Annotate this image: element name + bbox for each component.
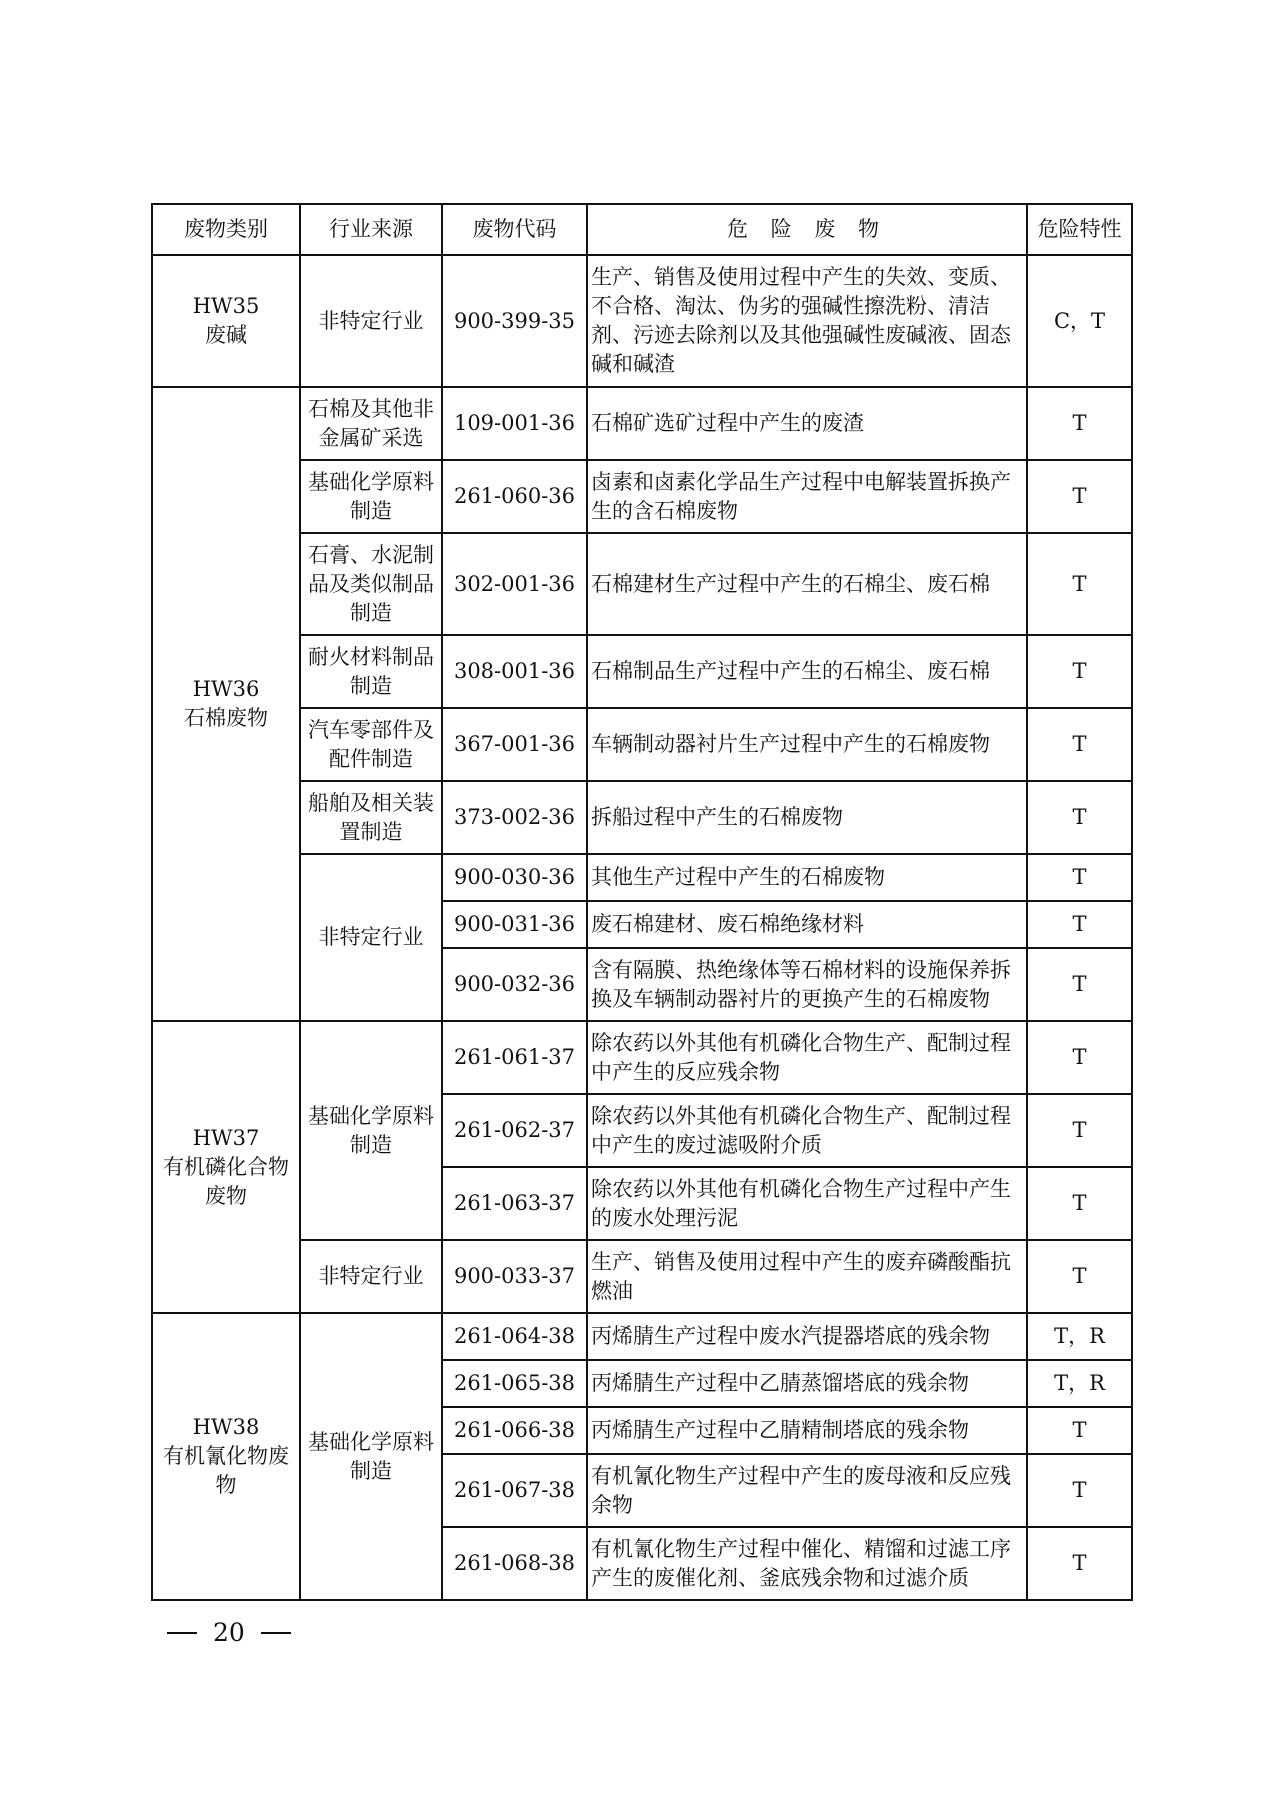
code-cell: 109-001-36 [442, 387, 587, 460]
property-cell: T [1027, 781, 1132, 854]
property-cell: T [1027, 1021, 1132, 1094]
waste-cell: 石棉制品生产过程中产生的石棉尘、废石棉 [587, 635, 1027, 708]
page-footer [167, 1618, 291, 1647]
industry-cell: 石膏、水泥制品及类似制品制造 [300, 533, 442, 635]
code-cell: 367-001-36 [442, 708, 587, 781]
property-cell: T [1027, 1240, 1132, 1313]
hazardous-waste-table [151, 203, 1133, 1601]
waste-cell: 有机氰化物生产过程中产生的废母液和反应残余物 [587, 1454, 1027, 1527]
code-cell: 261-067-38 [442, 1454, 587, 1527]
industry-cell: 非特定行业 [300, 1240, 442, 1313]
waste-cell: 有机氰化物生产过程中催化、精馏和过滤工序产生的废催化剂、釜底残余物和过滤介质 [587, 1527, 1027, 1600]
code-cell: 261-066-38 [442, 1407, 587, 1454]
table-row [152, 1313, 1132, 1360]
header-category: 废物类别 [152, 204, 300, 255]
code-cell: 900-399-35 [442, 255, 587, 387]
header-code: 废物代码 [442, 204, 587, 255]
code-cell: 900-031-36 [442, 901, 587, 948]
waste-cell: 生产、销售及使用过程中产生的失效、变质、不合格、淘汰、伪劣的强碱性擦洗粉、清洁剂、污迹去除剂以及其他强碱性废碱液、固态碱和碱渣 [587, 255, 1027, 387]
property-cell: T [1027, 1407, 1132, 1454]
waste-cell: 其他生产过程中产生的石棉废物 [587, 854, 1027, 901]
header-property: 危险特性 [1027, 204, 1132, 255]
category-name: 石棉废物 [184, 706, 268, 730]
table-row [152, 1021, 1132, 1094]
industry-cell: 耐火材料制品制造 [300, 635, 442, 708]
property-cell: T [1027, 948, 1132, 1021]
category-name: 有机氰化物废物 [163, 1444, 289, 1497]
industry-cell: 石棉及其他非金属矿采选 [300, 387, 442, 460]
category-cell-hw35 [152, 255, 300, 387]
code-cell: 261-064-38 [442, 1313, 587, 1360]
property-cell: T [1027, 708, 1132, 781]
property-cell: T [1027, 635, 1132, 708]
code-cell: 261-065-38 [442, 1360, 587, 1407]
table-row [152, 387, 1132, 460]
property-cell: T [1027, 1167, 1132, 1240]
page-number: 20 [213, 1618, 245, 1647]
category-cell-hw37 [152, 1021, 300, 1313]
header-waste: 危 险 废 物 [587, 204, 1027, 255]
category-cell-hw36 [152, 387, 300, 1021]
industry-cell: 基础化学原料制造 [300, 1021, 442, 1240]
category-cell-hw38 [152, 1313, 300, 1600]
industry-cell: 汽车零部件及配件制造 [300, 708, 442, 781]
code-cell: 308-001-36 [442, 635, 587, 708]
industry-cell: 船舶及相关装置制造 [300, 781, 442, 854]
category-code: HW37 [192, 1125, 260, 1150]
property-cell: T [1027, 387, 1132, 460]
property-cell: T [1027, 901, 1132, 948]
waste-cell: 含有隔膜、热绝缘体等石棉材料的设施保养拆换及车辆制动器衬片的更换产生的石棉废物 [587, 948, 1027, 1021]
code-cell: 261-061-37 [442, 1021, 587, 1094]
property-cell: T [1027, 854, 1132, 901]
table-header-row [152, 204, 1132, 255]
property-cell: T，R [1027, 1360, 1132, 1407]
code-cell: 261-063-37 [442, 1167, 587, 1240]
waste-cell: 丙烯腈生产过程中乙腈蒸馏塔底的残余物 [587, 1360, 1027, 1407]
code-cell: 302-001-36 [442, 533, 587, 635]
property-cell: C，T [1027, 255, 1132, 387]
industry-cell: 非特定行业 [300, 854, 442, 1021]
property-cell: T [1027, 1094, 1132, 1167]
waste-cell: 石棉建材生产过程中产生的石棉尘、废石棉 [587, 533, 1027, 635]
waste-cell: 卤素和卤素化学品生产过程中电解装置拆换产生的含石棉废物 [587, 460, 1027, 533]
waste-cell: 车辆制动器衬片生产过程中产生的石棉废物 [587, 708, 1027, 781]
waste-cell: 除农药以外其他有机磷化合物生产、配制过程中产生的废过滤吸附介质 [587, 1094, 1027, 1167]
waste-cell: 除农药以外其他有机磷化合物生产、配制过程中产生的反应残余物 [587, 1021, 1027, 1094]
waste-cell: 石棉矿选矿过程中产生的废渣 [587, 387, 1027, 460]
code-cell: 373-002-36 [442, 781, 587, 854]
industry-cell: 基础化学原料制造 [300, 460, 442, 533]
property-cell: T [1027, 1527, 1132, 1600]
waste-cell: 拆船过程中产生的石棉废物 [587, 781, 1027, 854]
code-cell: 261-068-38 [442, 1527, 587, 1600]
property-cell: T [1027, 533, 1132, 635]
category-name: 废碱 [205, 323, 247, 347]
category-code: HW38 [192, 1415, 260, 1439]
table-row [152, 255, 1132, 387]
footer-dash-left [167, 1632, 197, 1634]
code-cell: 261-060-36 [442, 460, 587, 533]
industry-cell: 非特定行业 [300, 255, 442, 387]
category-code: HW35 [192, 294, 260, 318]
property-cell: T [1027, 1454, 1132, 1527]
waste-cell: 丙烯腈生产过程中乙腈精制塔底的残余物 [587, 1407, 1027, 1454]
header-industry: 行业来源 [300, 204, 442, 255]
waste-cell: 生产、销售及使用过程中产生的废弃磷酸酯抗燃油 [587, 1240, 1027, 1313]
waste-cell: 丙烯腈生产过程中废水汽提器塔底的残余物 [587, 1313, 1027, 1360]
property-cell: T，R [1027, 1313, 1132, 1360]
code-cell: 900-030-36 [442, 854, 587, 901]
category-code: HW36 [192, 677, 260, 701]
category-name: 有机磷化合物废物 [163, 1154, 289, 1208]
waste-cell: 废石棉建材、废石棉绝缘材料 [587, 901, 1027, 948]
property-cell: T [1027, 460, 1132, 533]
waste-cell: 除农药以外其他有机磷化合物生产过程中产生的废水处理污泥 [587, 1167, 1027, 1240]
footer-dash-right [261, 1632, 291, 1634]
industry-cell: 基础化学原料制造 [300, 1313, 442, 1600]
code-cell: 900-032-36 [442, 948, 587, 1021]
code-cell: 261-062-37 [442, 1094, 587, 1167]
code-cell: 900-033-37 [442, 1240, 587, 1313]
